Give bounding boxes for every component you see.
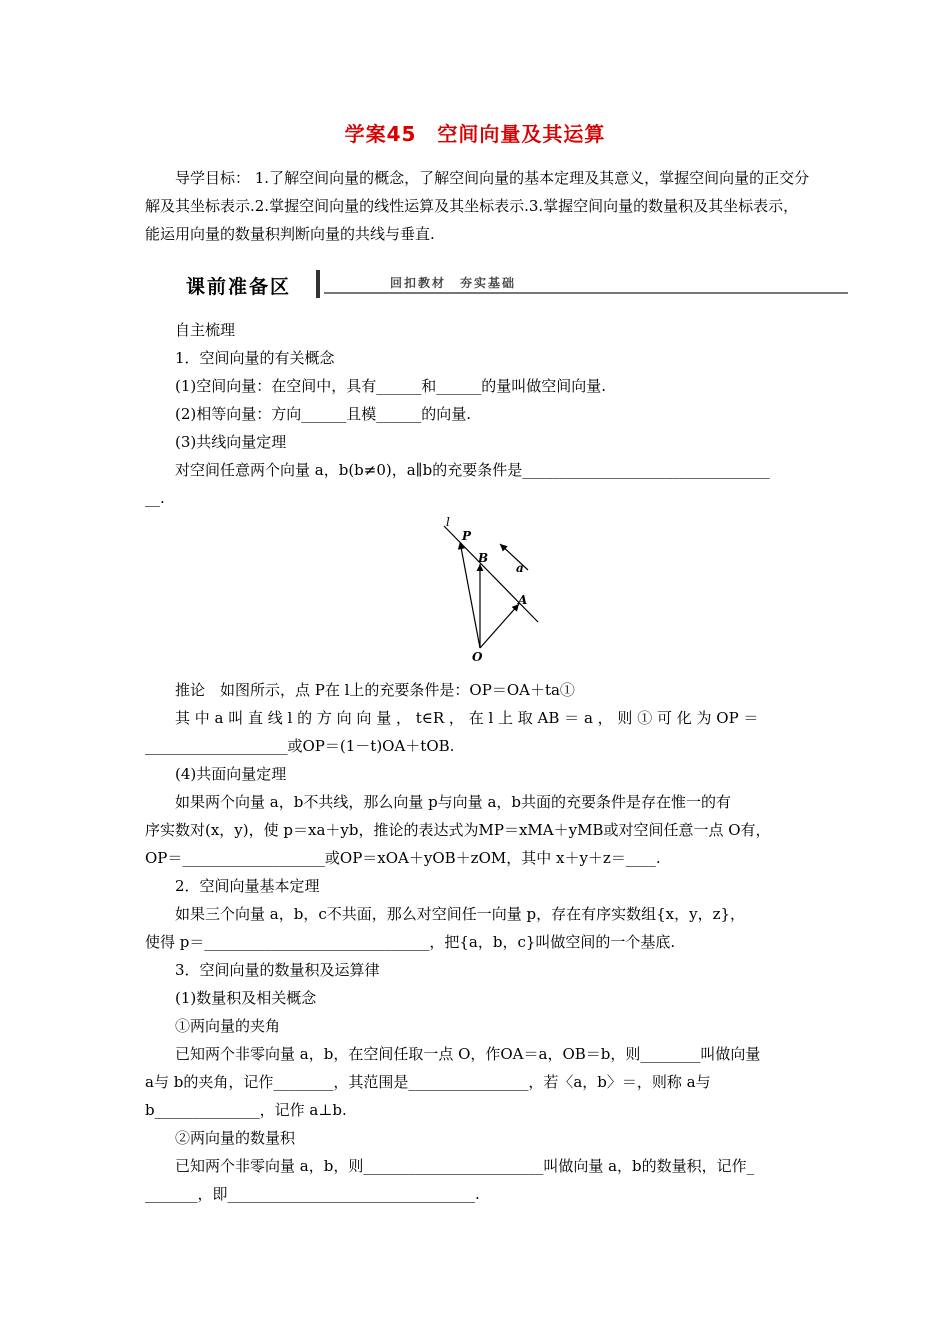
text-line: 自主梳理	[175, 321, 236, 339]
vector-OA	[480, 604, 519, 648]
label-l: l	[446, 515, 450, 529]
text-line: (1)数量积及相关概念	[175, 989, 317, 1007]
banner-divider	[316, 270, 320, 298]
content-bottom	[145, 676, 810, 1208]
label-a: a	[516, 561, 524, 575]
text-line: b______________，记作 a⊥b.	[145, 1101, 347, 1119]
vector-a	[500, 544, 528, 570]
text-line: 如果三个向量 a，b，c不共面，那么对空间任一向量 p，存在有序实数组{x，y，z}，	[175, 905, 746, 923]
label-B: B	[478, 551, 489, 565]
text-line: 1．空间向量的有关概念	[175, 349, 335, 367]
text-line: (4)共面向量定理	[175, 765, 287, 783]
text-line: 3．空间向量的数量积及运算律	[175, 961, 380, 979]
text-line: 推论 如图所示，点 P在 l上的充要条件是：OP＝OA＋ta①	[175, 681, 575, 699]
text-line: (3)共线向量定理	[175, 433, 287, 451]
figure-svg	[430, 510, 560, 670]
text-line: OP＝___________________或OP＝xOA＋yOB＋zOM，其中 x＋y＋z＝____.	[145, 849, 661, 867]
vector-OP	[460, 542, 480, 648]
line-l	[444, 526, 538, 622]
text-line: __.	[145, 489, 165, 507]
learning-objectives: 导学目标： 1.了解空间向量的概念，了解空间向量的基本定理及其意义，掌握空间向量的正交分解及其坐标表示.2.掌握空间向量的线性运算及其坐标表示.3.掌握空间向量的数量积及其坐标表示，能运用向量的数量积判断向量的共线与垂直.	[145, 169, 810, 243]
banner-title: 课前准备区	[186, 276, 292, 298]
text-line: 已知两个非零向量 a，b，则________________________叫做向量 a，b的数量积，记作_	[175, 1157, 755, 1175]
text-line: (1)空间向量：在空间中，具有______和______的量叫做空间向量.	[175, 377, 607, 395]
text-line: 已知两个非零向量 a，b，在空间任取一点 O，作OA＝a，OB＝b，则________叫做向量	[175, 1045, 761, 1063]
text-line: 序实数对(x，y)，使 p＝xa＋yb，推论的表达式为MP＝xMA＋yMB或对空间任意一点 O有，	[145, 821, 771, 839]
banner-subtitle: 回扣教材 夯实基础	[390, 276, 517, 290]
text-line: ___________________或OP＝(1－t)OA＋tOB.	[145, 737, 455, 755]
text-line: 其 中 a 叫 直 线 l 的 方 向 向 量 ， t∈R ， 在 l 上 取 AB ＝ a ， 则 ① 可 化 为 OP ＝	[175, 709, 759, 727]
banner-rule	[324, 292, 848, 294]
text-line: 2．空间向量基本定理	[175, 877, 320, 895]
page-title: 学案45 空间向量及其运算	[344, 122, 606, 146]
section-banner	[180, 268, 848, 304]
text-line: 对空间任意两个向量 a，b(b≠0)，a∥b的充要条件是_________________________________	[175, 461, 770, 479]
text-line: 使得 p＝______________________________，把{a，b，c}叫做空间的一个基底.	[145, 933, 676, 951]
label-O: O	[472, 650, 483, 664]
text-line: _______，即_________________________________.	[145, 1185, 480, 1203]
text-line: ①两向量的夹角	[175, 1017, 281, 1035]
line-vector-figure	[430, 510, 560, 670]
label-P: P	[462, 529, 472, 543]
text-line: ②两向量的数量积	[175, 1129, 296, 1147]
text-line: 如果两个向量 a，b不共线，那么向量 p与向量 a，b共面的充要条件是存在惟一的有	[175, 793, 731, 811]
label-A: A	[518, 593, 528, 607]
content-top	[145, 316, 810, 512]
text-line: a与 b的夹角，记作________，其范围是________________，若〈a，b〉＝，则称 a与	[145, 1073, 711, 1091]
text-line: (2)相等向量：方向______且模______的向量.	[175, 405, 472, 423]
